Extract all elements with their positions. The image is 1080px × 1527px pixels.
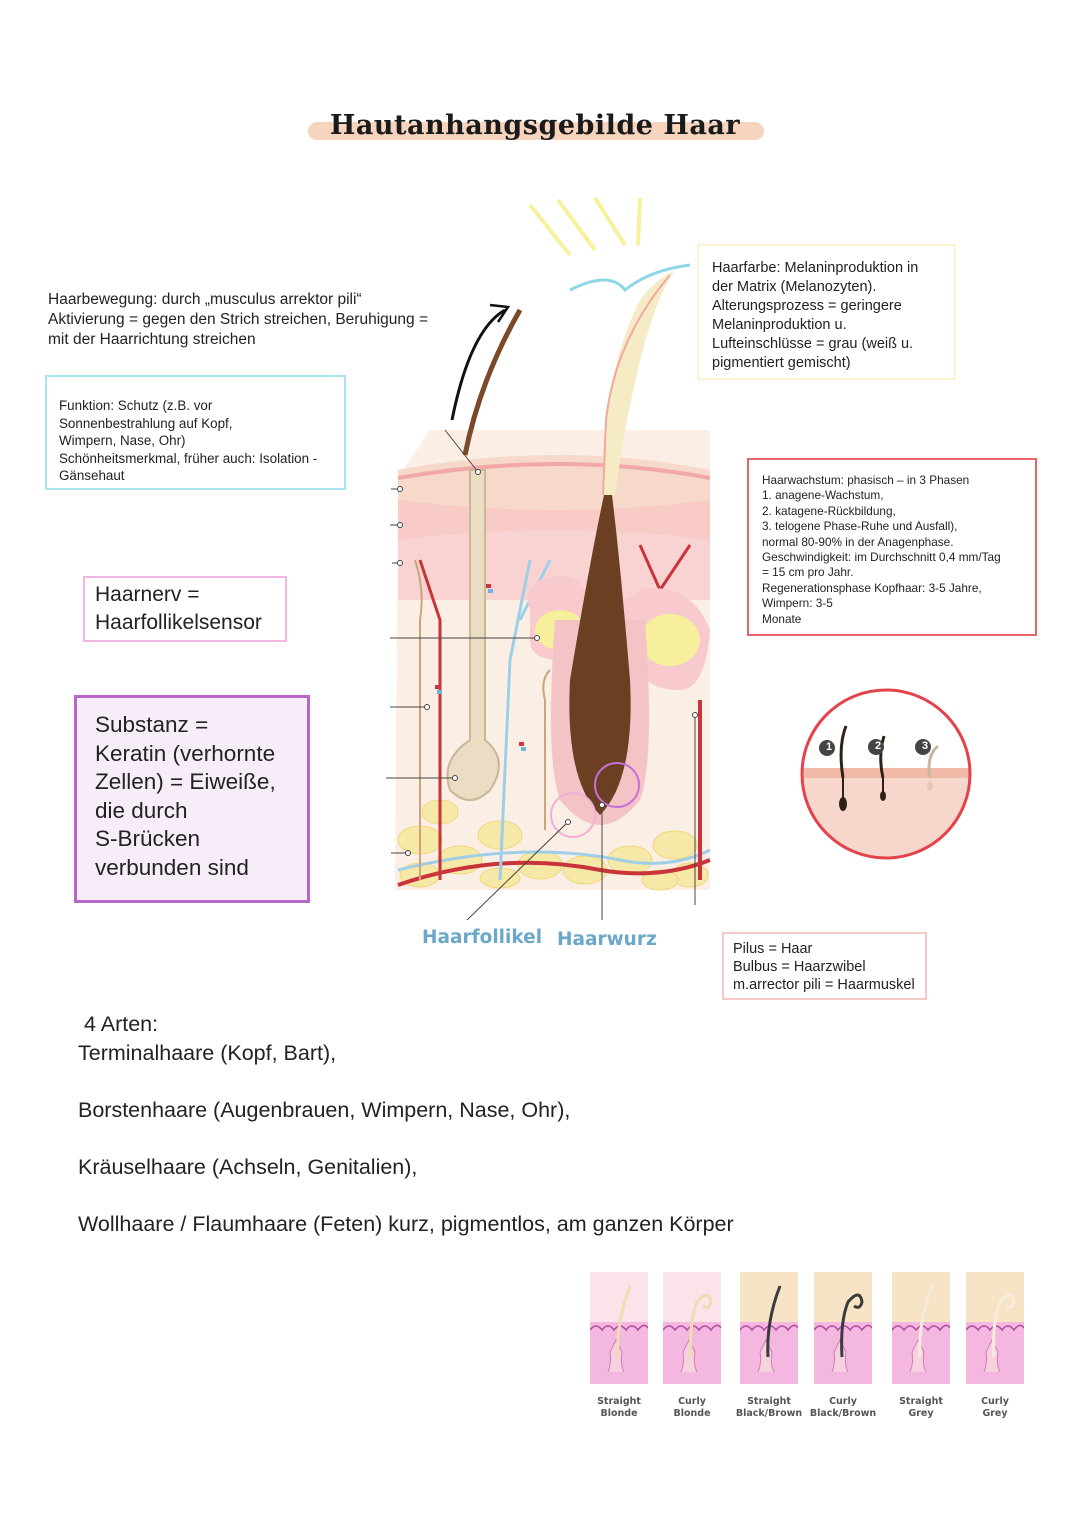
hair-type-color: Grey xyxy=(908,1408,934,1419)
hair-type-illustration xyxy=(663,1272,721,1384)
hair-type-caption xyxy=(803,1396,883,1420)
hair-type-color: Blonde xyxy=(600,1408,638,1419)
haarnerv-line: Haarfollikelsensor xyxy=(95,611,262,634)
hair-type-caption xyxy=(652,1396,732,1420)
hair-type-illustration xyxy=(966,1272,1024,1384)
funktion-line: Funktion: Schutz (z.B. vor xyxy=(59,398,213,413)
hair-type-card xyxy=(809,1272,877,1419)
haarwachstum-box xyxy=(747,458,1037,636)
hair-type-illustration xyxy=(740,1272,798,1384)
haarfarbe-line: Melaninproduktion u. xyxy=(712,317,847,333)
label-haarfollikel: Haarfollikel xyxy=(422,927,543,948)
haarfarbe-line: pigmentiert gemischt) xyxy=(712,355,851,371)
page-title: Hautanhangsgebilde Haar xyxy=(329,110,741,141)
haarwachstum-line: Geschwindigkeit: im Durchschnitt 0,4 mm/Tag xyxy=(762,550,1001,565)
funktion-line: Gänsehaut xyxy=(59,468,125,483)
hair-type-caption xyxy=(729,1396,809,1420)
hair-type-texture: Straight xyxy=(747,1396,791,1407)
hair-type-caption xyxy=(955,1396,1035,1420)
substanz-line: Substanz = xyxy=(95,712,209,737)
hair-type-color: Black/Brown xyxy=(735,1408,803,1419)
haarnerv-line: Haarnerv = xyxy=(95,583,200,606)
haarwachstum-line: Monate xyxy=(762,611,802,626)
haarwachstum-line: 2. katagene-Rückbildung, xyxy=(762,503,896,518)
haarbewegung-line: Haarbewegung: durch „musculus arrektor pili“ xyxy=(48,291,362,308)
arten-item: Kräuselhaare (Achseln, Genitalien), xyxy=(78,1155,418,1179)
hair-type-texture: Curly xyxy=(981,1396,1009,1407)
pilus-box xyxy=(722,932,927,1000)
hair-type-card xyxy=(590,1272,648,1419)
pilus-line: Pilus = Haar xyxy=(733,941,813,957)
arten-item: Borstenhaare (Augenbrauen, Wimpern, Nase, Ohr), xyxy=(78,1098,571,1122)
hair-type-card xyxy=(966,1272,1024,1419)
arten-item: Wollhaare / Flaumhaare (Feten) kurz, pigmentlos, am ganzen Körper xyxy=(78,1212,734,1236)
hair-type-caption xyxy=(881,1396,961,1420)
hair-type-color: Black/Brown xyxy=(809,1408,877,1419)
hair-type-card xyxy=(663,1272,721,1419)
haarwachstum-line: Haarwachstum: phasisch – in 3 Phasen xyxy=(762,473,970,487)
funktion-line: Schönheitsmerkmal, früher auch: Isolation - xyxy=(59,450,318,466)
substanz-box xyxy=(74,695,310,903)
hair-type-illustration xyxy=(814,1272,872,1384)
haarfarbe-line: Alterungsprozess = geringere xyxy=(712,298,902,314)
hair-type-texture: Curly xyxy=(678,1396,706,1407)
sun-arc xyxy=(570,265,690,290)
funktion-box xyxy=(45,375,346,490)
haarwachstum-line: Regenerationsphase Kopfhaar: 3-5 Jahre, xyxy=(762,580,982,595)
arten-heading: 4 Arten: xyxy=(84,1012,159,1036)
funktion-line: Wimpern, Nase, Ohr) xyxy=(59,433,186,448)
hair-type-caption xyxy=(579,1396,659,1420)
haarwachstum-line: normal 80-90% in der Anagenphase. xyxy=(762,534,954,549)
hair-type-color: Grey xyxy=(982,1408,1008,1419)
phase-number-3: 3 xyxy=(921,740,929,752)
hair-type-card xyxy=(892,1272,950,1419)
hair-type-texture: Straight xyxy=(899,1396,943,1407)
hair-type-texture: Curly xyxy=(829,1396,857,1407)
haarwachstum-line: = 15 cm pro Jahr. xyxy=(762,565,854,580)
hair-type-texture: Straight xyxy=(597,1396,641,1407)
label-haarwurz: Haarwurz xyxy=(557,929,657,950)
phase-number-2: 2 xyxy=(874,740,882,752)
haarnerv-box xyxy=(83,576,287,642)
haarfarbe-box xyxy=(697,244,956,380)
hair-type-illustration xyxy=(590,1272,648,1384)
hair-type-color: Blonde xyxy=(673,1408,711,1419)
arten-item: Terminalhaare (Kopf, Bart), xyxy=(78,1041,337,1065)
pilus-line: m.arrector pili = Haarmuskel xyxy=(733,977,915,993)
hair-type-illustration xyxy=(892,1272,950,1384)
substanz-line: verbunden sind xyxy=(95,854,249,880)
funktion-line: Sonnenbestrahlung auf Kopf, xyxy=(59,415,233,431)
hair-type-card xyxy=(735,1272,803,1419)
haarfarbe-line: Lufteinschlüsse = grau (weiß u. xyxy=(712,336,914,352)
haarwachstum-line: Wimpern: 3-5 xyxy=(762,596,833,611)
substanz-line: S-Brücken xyxy=(95,826,201,851)
substanz-line: Keratin (verhornte xyxy=(95,740,276,766)
sun-rays xyxy=(530,198,640,255)
haarbewegung-line: Aktivierung = gegen den Strich streichen, Beruhigung = xyxy=(48,311,428,328)
haarwachstum-line: 1. anagene-Wachstum, xyxy=(762,488,884,503)
substanz-line: Zellen) = Eiweiße, xyxy=(95,769,276,794)
haarfarbe-line: Haarfarbe: Melaninproduktion in xyxy=(712,260,919,276)
substanz-line: die durch xyxy=(95,797,188,823)
haarwachstum-line: 3. telogene Phase-Ruhe und Ausfall), xyxy=(762,519,958,534)
phase-number-1: 1 xyxy=(825,741,833,753)
haarbewegung-line: mit der Haarrichtung streichen xyxy=(48,331,256,348)
pilus-line: Bulbus = Haarzwibel xyxy=(733,959,866,975)
growth-phases-circle xyxy=(798,686,978,862)
haarfarbe-line: der Matrix (Melanozyten). xyxy=(712,279,877,295)
hair-skin-diagram xyxy=(370,190,730,920)
